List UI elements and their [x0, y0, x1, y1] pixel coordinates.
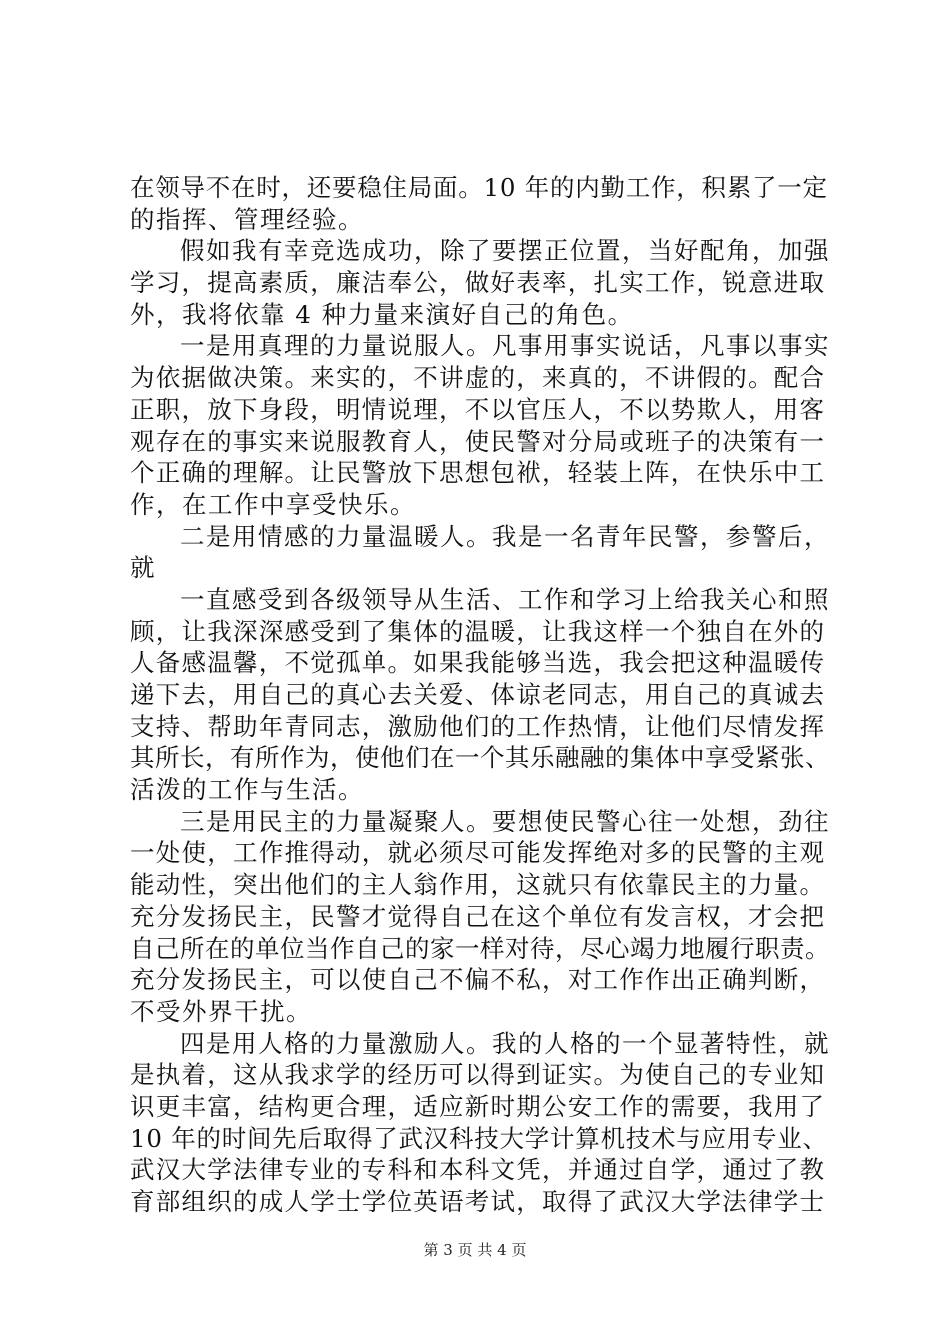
text-line: 其所长，有所作为，使他们在一个其乐融融的集体中享受紧张、 — [130, 743, 830, 773]
text-line: 个正确的理解。让民警放下思想包袱，轻装上阵，在快乐中工 — [130, 458, 826, 488]
text-line: 人备感温馨，不觉孤单。如果我能够当选，我会把这种温暖传 — [130, 648, 826, 678]
text-line: 育部组织的成人学士学位英语考试，取得了武汉大学法律学士 — [130, 1187, 826, 1216]
text-line: 的指挥、管理经验。 — [130, 204, 364, 234]
text-line: 二是用情感的力量温暖人。我是一名青年民警，参警后， — [180, 521, 830, 551]
text-line: 观存在的事实来说服教育人，使民警对分局或班子的决策有一 — [130, 426, 826, 456]
text-line: 武汉大学法律专业的专科和本科文凭，并通过自学，通过了教 — [130, 1155, 826, 1185]
text-line: 不受外界干扰。 — [130, 996, 312, 1026]
text-line: 活泼的工作与生活。 — [130, 775, 364, 805]
text-line: 是执着，这从我求学的经历可以得到证实。为使自己的专业知 — [130, 1060, 826, 1090]
page-footer: 第 3 页 共 4 页 — [423, 1241, 527, 1259]
text-line: 10 年的时间先后取得了武汉科技大学计算机技术与应用专业、 — [130, 1123, 828, 1153]
text-line: 学习，提高素质，廉洁奉公，做好表率，扎实工作，锐意进取 — [130, 268, 826, 298]
text-line: 假如我有幸竞选成功，除了要摆正位置，当好配角，加强 — [180, 236, 830, 266]
text-line: 充分发扬民主，可以使自己不偏不私，对工作作出正确判断， — [130, 965, 826, 995]
text-line: 为依据做决策。来实的，不讲虚的，来真的，不讲假的。配合 — [130, 363, 826, 393]
text-line: 正职，放下身段，明情说理，不以官压人，不以势欺人，用客 — [130, 394, 826, 424]
text-line: 递下去，用自己的真心去关爱、体谅老同志，用自己的真诚去 — [130, 680, 826, 709]
text-line: 一处使，工作推得动，就必须尽可能发挥绝对多的民警的主观 — [130, 838, 826, 868]
text-line: 识更丰富，结构更合理，适应新时期公安工作的需要，我用了 — [130, 1091, 826, 1121]
document-body — [130, 172, 830, 1218]
text-line: 支持、帮助年青同志，激励他们的工作热情，让他们尽情发挥 — [130, 711, 826, 741]
text-line: 充分发扬民主，民警才觉得自己在这个单位有发言权，才会把 — [130, 901, 826, 931]
text-line: 四是用人格的力量激励人。我的人格的一个显著特性，就 — [180, 1028, 830, 1058]
text-line: 就 — [130, 553, 156, 583]
text-line: 一是用真理的力量说服人。凡事用事实说话，凡事以事实 — [180, 331, 830, 361]
text-line: 三是用民主的力量凝聚人。要想使民警心往一处想，劲往 — [180, 806, 830, 836]
text-line: 顾，让我深深感受到了集体的温暖，让我这样一个独自在外的 — [130, 616, 826, 646]
text-line: 一直感受到各级领导从生活、工作和学习上给我关心和照 — [180, 584, 830, 614]
text-line: 外，我将依靠 4 种力量来演好自己的角色。 — [130, 299, 634, 329]
text-line: 自己所在的单位当作自己的家一样对待，尽心竭力地履行职责。 — [130, 933, 830, 963]
text-line: 作，在工作中享受快乐。 — [130, 489, 416, 519]
text-line: 在领导不在时，还要稳住局面。10 年的内勤工作，积累了一定 — [130, 173, 828, 202]
text-line: 能动性，突出他们的主人翁作用，这就只有依靠民主的力量。 — [130, 870, 826, 900]
